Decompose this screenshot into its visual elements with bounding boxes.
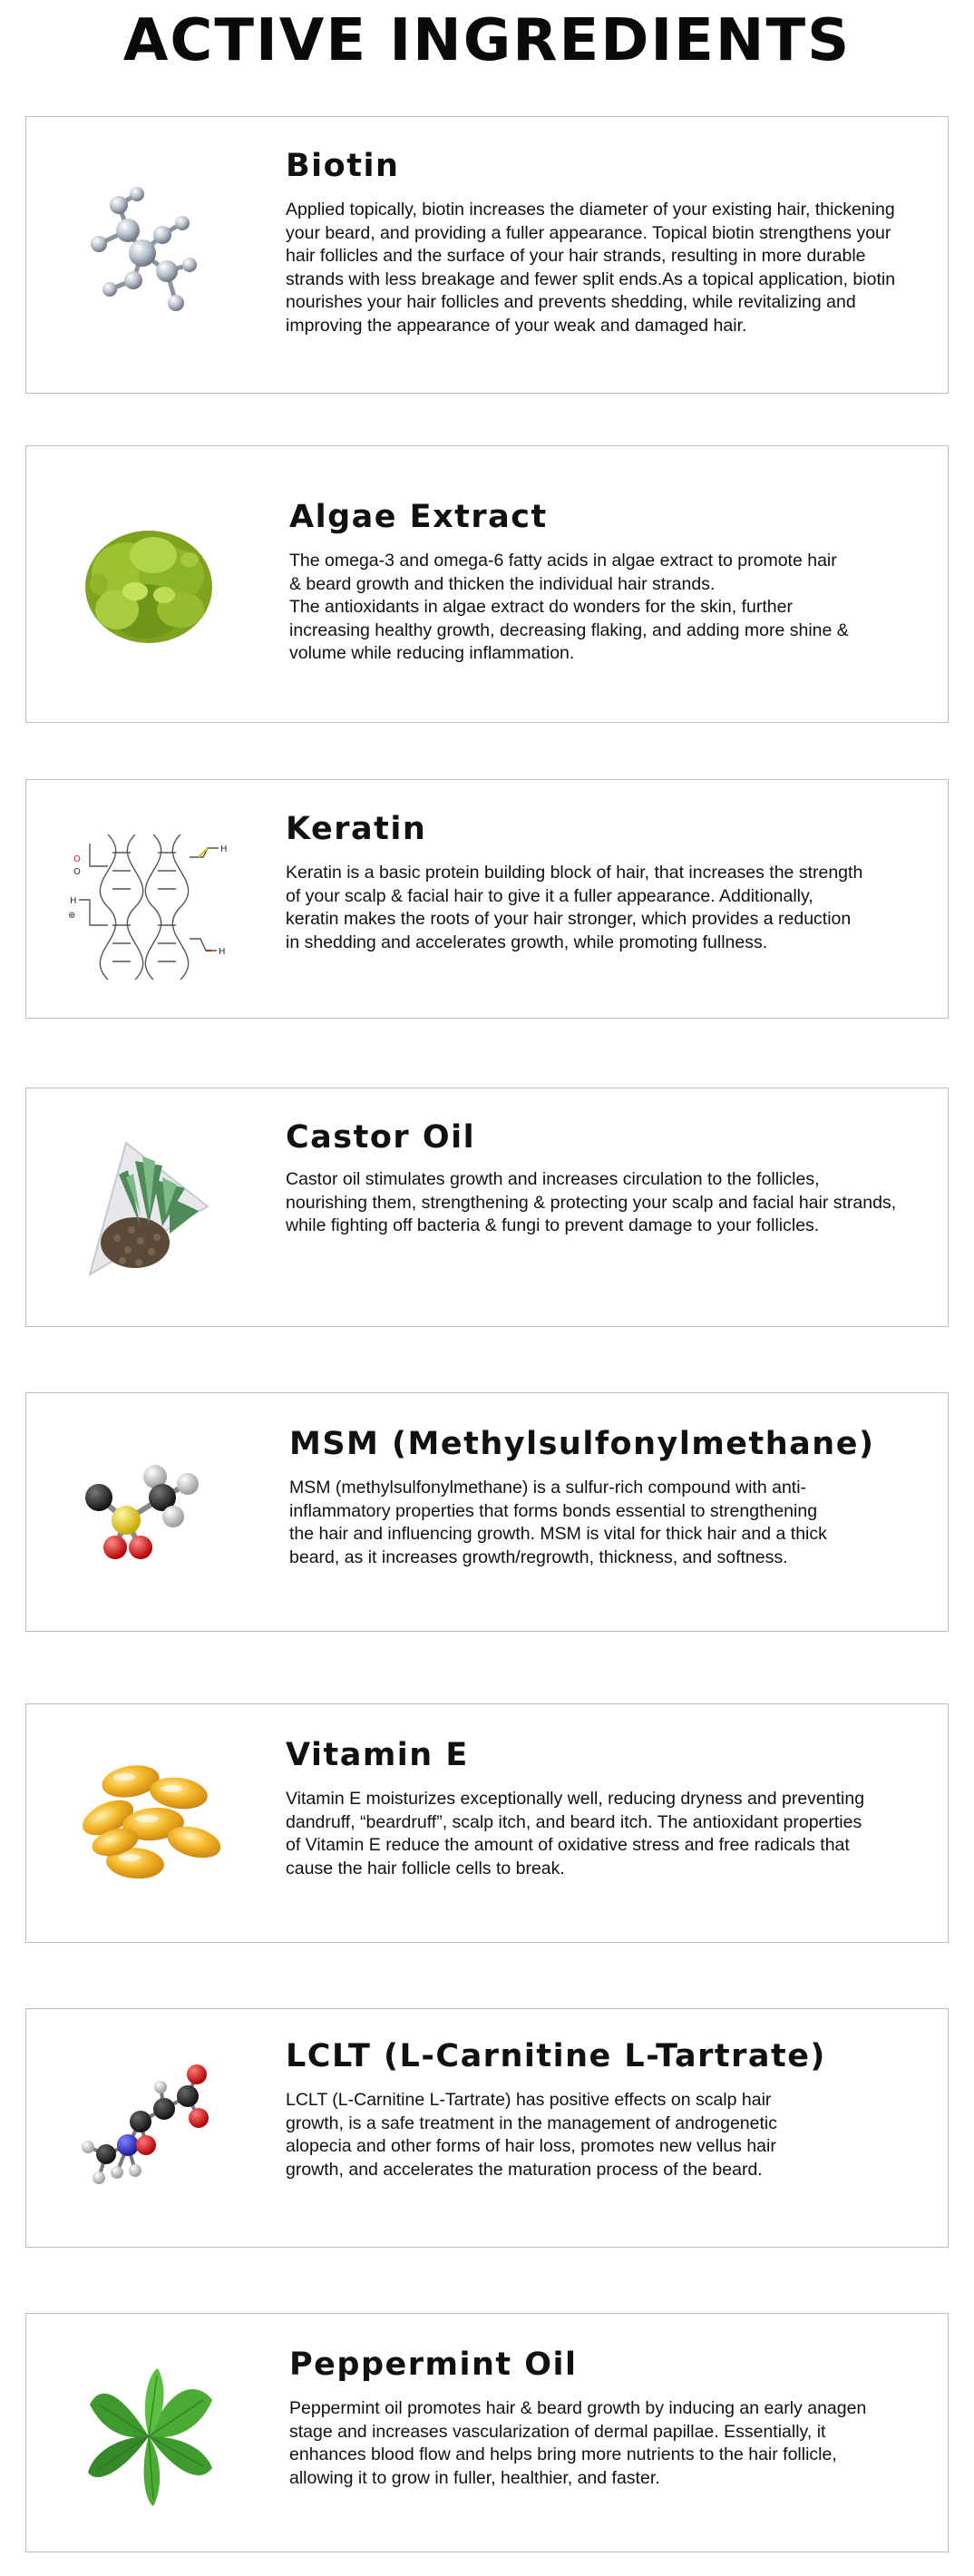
ingredient-description: MSM (methylsulfonylmethane) is a sulfur-rich compound with anti-inflammatory properties that forms bonds essential to strengthening the hair and influencing growth. MSM is vital for thick hair and a thick beard, as it increases growth/regrowth, thickness, and softness. [289,1478,827,1567]
ingredient-card-castor-oil [25,1088,949,1327]
biotin-molecule-icon [63,167,235,339]
castor-plant-icon [63,1125,235,1297]
ingredient-description: Applied topically, biotin increases the diameter of your existing hair, thickening your beard, and providing a fuller appearance. Topical biotin strengthens your hair follicles and the surface of your hair strands, resulting in more durable strands with less breakage and fewer split ends.As a topical application, biotin nourishes your hair follicles and prevents shedding, while revitalizing and improving the appearance of your weak and damaged hair. [286,200,896,336]
svg-text:H: H [219,947,226,957]
ingredient-name: Biotin [286,148,400,184]
svg-text:O: O [73,867,81,877]
svg-text:H: H [220,844,228,854]
svg-text:⊕: ⊕ [68,911,76,921]
ingredient-description: The omega-3 and omega-6 fatty acids in algae extract to promote hair & beard growth and thicken the individual hair strands. The antioxidants in algae extract do wonders for the skin, further increasing healthy growth, decreasing flaking, and adding more shine & volume while reducing inflammation. [289,551,849,663]
svg-text:O: O [73,854,81,864]
ingredient-name: LCLT (L-Carnitine L-Tartrate) [286,2038,826,2074]
ingredient-name: Peppermint Oil [289,2347,578,2383]
ingredient-name: Castor Oil [286,1119,476,1156]
ingredient-name: Vitamin E [286,1737,469,1773]
ingredient-card-lclt [25,2008,949,2248]
peppermint-leaves-icon [63,2350,235,2522]
ingredient-description: Castor oil stimulates growth and increases circulation to the follicles, nourishing them, strengthening & protecting your scalp and facial hair strands, while fighting off bacteria & fungi to prevent damage to your follicles. [286,1169,897,1235]
ingredient-card-algae-extract [25,445,949,723]
lclt-molecule-icon [63,2045,235,2218]
ingredient-card-msm [25,1392,949,1632]
ingredient-card-vitamin-e [25,1703,949,1943]
ingredient-name: Keratin [286,811,427,847]
vitamin-e-capsules-icon [63,1741,235,1913]
ingredient-description: LCLT (L-Carnitine L-Tartrate) has positive effects on scalp hair growth, is a safe treatment in the management of androgenetic alopecia and other forms of hair loss, promotes new vellus hair growth, and accelerates the maturation process of the beard. [286,2090,777,2180]
ingredient-card-peppermint-oil [25,2313,949,2552]
ingredient-description: Keratin is a basic protein building block of hair, that increases the strength of your scalp & facial hair to give it a fuller appearance. Additionally, keratin makes the roots of your hair stronger, which provides a reduction in shedding and accelerates growth, while promoting fullness. [286,863,863,952]
ingredient-name: Algae Extract [289,499,548,535]
ingredient-card-keratin [25,779,949,1019]
msm-molecule-icon [63,1429,235,1602]
algae-icon [63,510,235,664]
page-title: ACTIVE INGREDIENTS [122,7,852,74]
svg-text:H: H [70,896,77,906]
ingredient-name: MSM (Methylsulfonylmethane) [289,1426,875,1462]
ingredient-description: Peppermint oil promotes hair & beard growth by inducing an early anagen stage and increases vascularization of dermal papillae. Essentially, it enhances blood flow and helps bring more nutrients to the hair follicle, allowing it to grow in fuller, healthier, and faster. [289,2398,867,2488]
ingredient-card-biotin [25,116,949,394]
ingredient-description: Vitamin E moisturizes exceptionally well, reducing dryness and preventing dandruff, “beardruff”, scalp itch, and beard itch. The antioxidant properties of Vitamin E reduce the amount of oxidative stress and free radicals that cause the hair follicle cells to break. [286,1789,865,1878]
keratin-helix-icon [63,816,235,989]
